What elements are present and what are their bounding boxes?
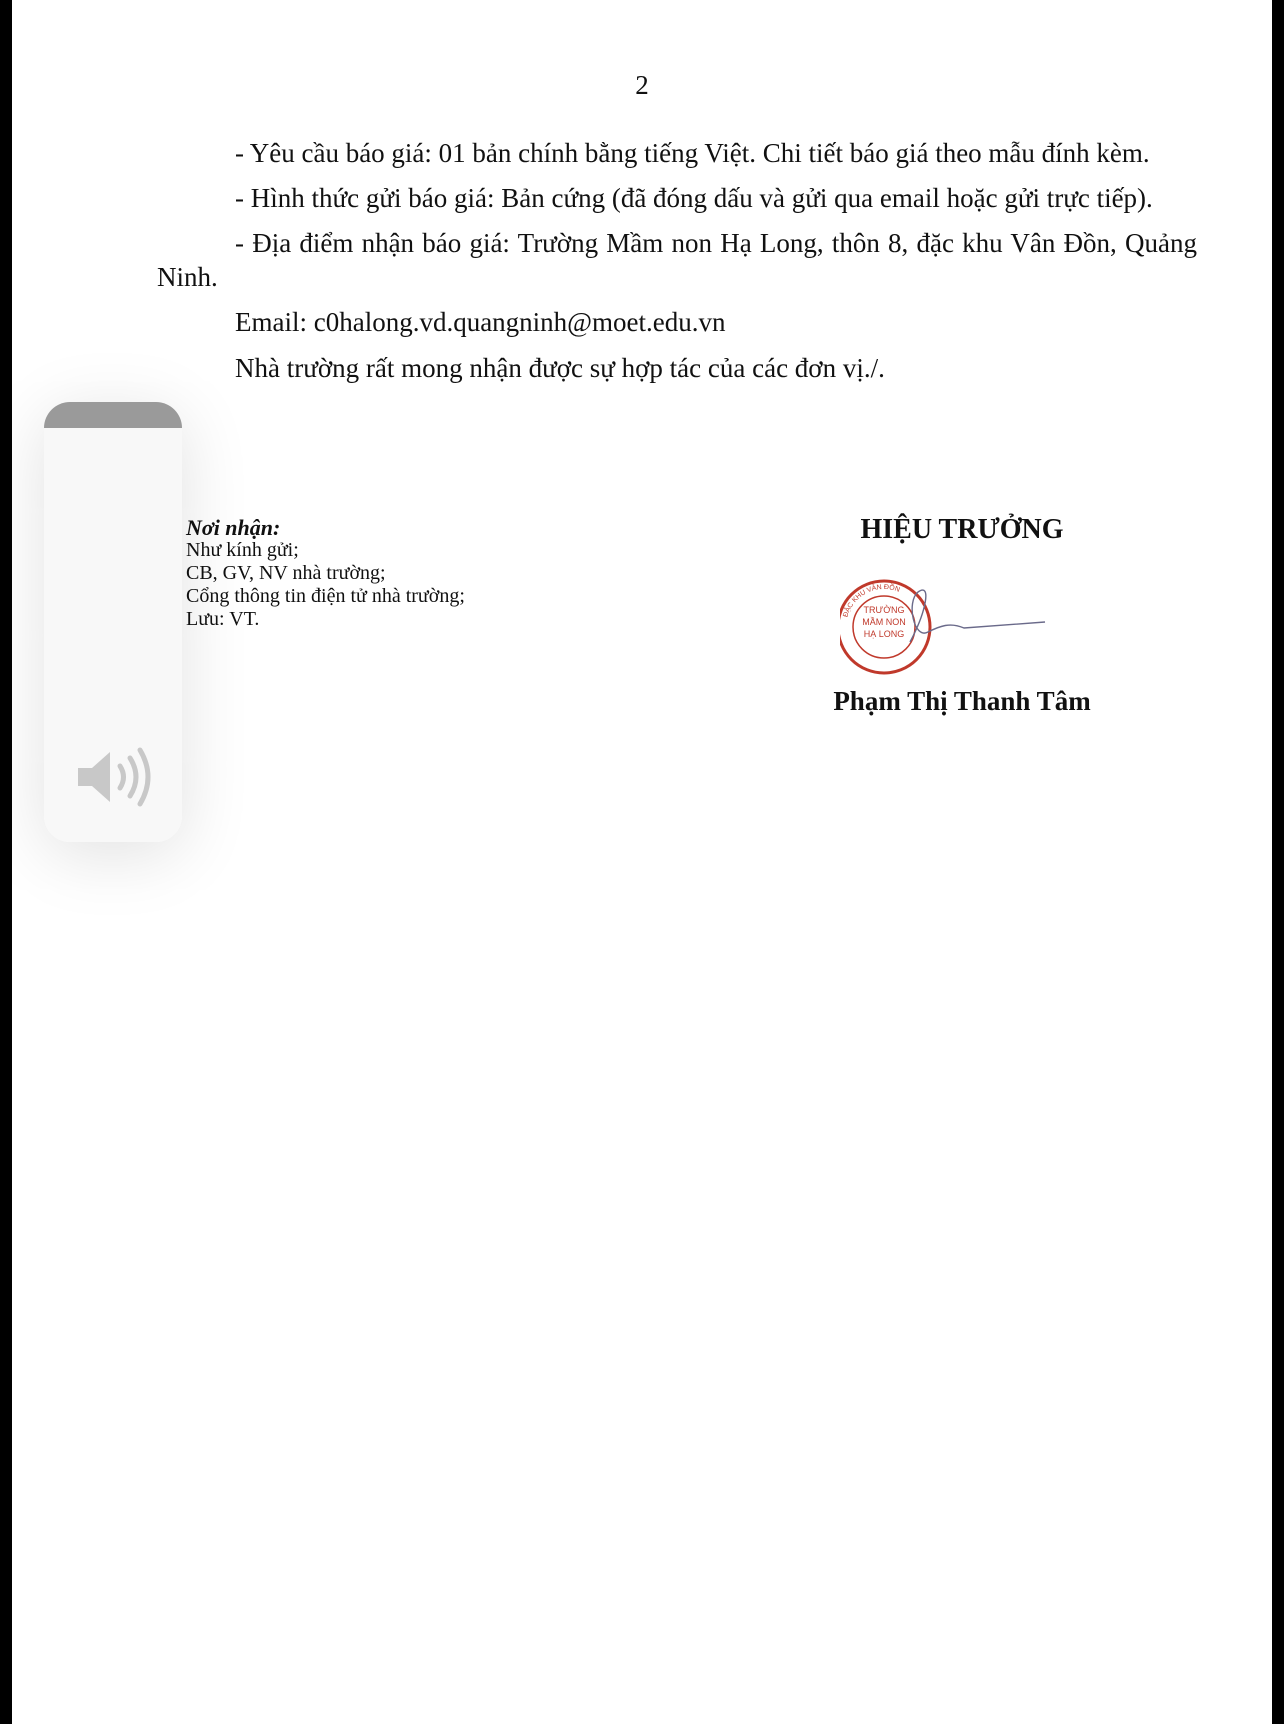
stamp-line: TRƯỜNG: [863, 605, 905, 615]
recipients-block: [186, 516, 465, 631]
page-number: 2: [635, 70, 649, 100]
official-stamp: [840, 572, 1070, 682]
speaker-icon: [70, 742, 160, 812]
stamp-line: HẠ LONG: [863, 629, 905, 639]
document-body: [157, 136, 1197, 397]
recipient-item: Cổng thông tin điện tử nhà trường;: [186, 585, 465, 607]
document-page: [12, 0, 1272, 1724]
signer-name: Phạm Thị Thanh Tâm: [833, 686, 1091, 716]
submission-method-paragraph: - Hình thức gửi báo giá: Bản cứng (đã đóng dấu và gửi qua email hoặc gửi trực tiếp).: [235, 183, 1153, 213]
location-paragraph: - Địa điểm nhận báo giá: Trường Mầm non Hạ Long, thôn 8, đặc khu Vân Đồn, Quảng Ninh.: [157, 228, 1197, 292]
email-line: Email: c0halong.vd.quangninh@moet.edu.vn: [235, 307, 726, 337]
signer-title: HIỆU TRƯỞNG: [860, 514, 1064, 545]
volume-level-fill: [44, 402, 182, 428]
volume-hud[interactable]: [44, 402, 182, 842]
recipient-item: CB, GV, NV nhà trường;: [186, 562, 386, 584]
recipient-item: Như kính gửi;: [186, 539, 299, 561]
recipients-title: Nơi nhận:: [186, 515, 281, 540]
recipient-item: Lưu: VT.: [186, 608, 260, 630]
stamp-ring: ĐẶC KHU VÂN ĐỒN: [842, 583, 901, 619]
closing-line: Nhà trường rất mong nhận được sự hợp tác của các đơn vị./.: [235, 353, 885, 383]
stamp-line: MẦM NON: [862, 617, 906, 627]
requirement-paragraph: - Yêu cầu báo giá: 01 bản chính bằng tiếng Việt. Chi tiết báo giá theo mẫu đính kèm.: [235, 138, 1150, 168]
